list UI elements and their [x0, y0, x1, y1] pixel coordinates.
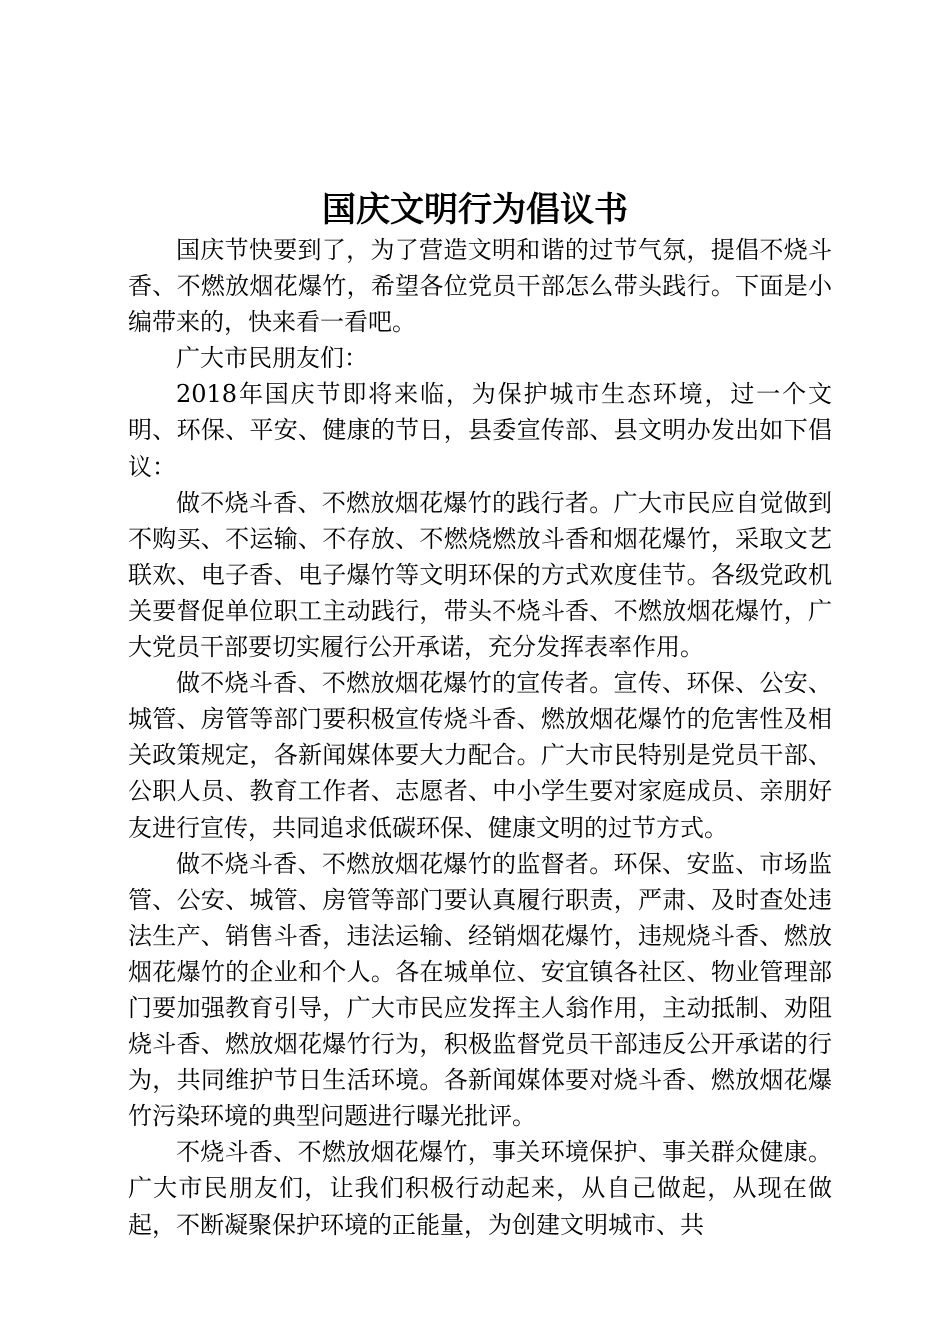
body-paragraph: 2018年国庆节即将来临，为保护城市生态环境，过一个文明、环保、平安、健康的节日，县委宣传部、县文明办发出如下倡议：: [128, 380, 832, 481]
document-title: 国庆文明行为倡议书: [322, 190, 628, 230]
body-paragraph: 不烧斗香、不燃放烟花爆竹，事关环境保护、事关群众健康。广大市民朋友们，让我们积极行动起来，从自己做起，从现在做起，不断凝聚保护环境的正能量，为创建文明城市、共: [128, 1138, 832, 1239]
intro-paragraph: 国庆节快要到了，为了营造文明和谐的过节气氛，提倡不烧斗香、不燃放烟花爆竹，希望各位党员干部怎么带头践行。下面是小编带来的，快来看一看吧。: [128, 236, 832, 337]
body-paragraph: 做不烧斗香、不燃放烟花爆竹的监督者。环保、安监、市场监管、公安、城管、房管等部门要认真履行职责，严肃、及时查处违法生产、销售斗香，违法运输、经销烟花爆竹，违规烧斗香、燃放烟花爆竹的企业和个人。各在城单位、安宜镇各社区、物业管理部门要加强教育引导，广大市民应发挥主人翁作用，主动抵制、劝阻烧斗香、燃放烟花爆竹行为，积极监督党员干部违反公开承诺的行为，共同维护节日生活环境。各新闻媒体要对烧斗香、燃放烟花爆竹污染环境的典型问题进行曝光批评。: [128, 849, 832, 1131]
body-paragraph: 做不烧斗香、不燃放烟花爆竹的践行者。广大市民应自觉做到不购买、不运输、不存放、不燃烧燃放斗香和烟花爆竹，采取文艺联欢、电子香、电子爆竹等文明环保的方式欢度佳节。各级党政机关要督促单位职工主动践行，带头不烧斗香、不燃放烟花爆竹，广大党员干部要切实履行公开承诺，充分发挥表率作用。: [128, 488, 832, 662]
document-body: [128, 232, 832, 1243]
salutation: 广大市民朋友们：: [176, 344, 368, 373]
body-paragraph: 做不烧斗香、不燃放烟花爆竹的宣传者。宣传、环保、公安、城管、房管等部门要积极宣传烧斗香、燃放烟花爆竹的危害性及相关政策规定，各新闻媒体要大力配合。广大市民特别是党员干部、公职人员、教育工作者、志愿者、中小学生要对家庭成员、亲朋好友进行宣传，共同追求低碳环保、健康文明的过节方式。: [128, 669, 832, 842]
